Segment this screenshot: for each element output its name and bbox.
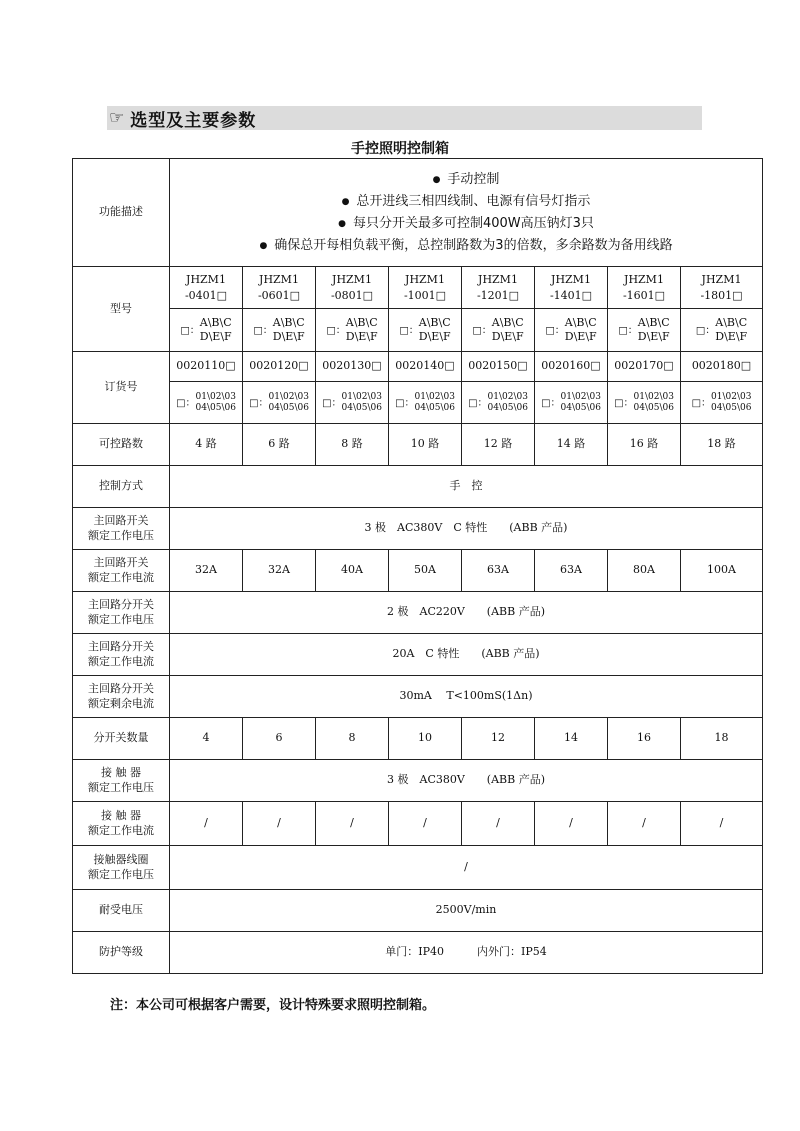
function-list [170, 159, 763, 267]
circuits-cell: 8 路 [316, 424, 389, 466]
model-cell: JHZM1 -1201□ [462, 267, 535, 309]
branch-count-cell: 16 [608, 718, 681, 760]
row-model [73, 267, 763, 309]
row-function [73, 159, 763, 267]
contactor-current-cell: / [316, 802, 389, 846]
row-order-options [73, 382, 763, 424]
bullet-icon: ● [432, 174, 441, 185]
model-cell: JHZM1 -1401□ [535, 267, 608, 309]
contactor-current-cell: / [681, 802, 763, 846]
contactor-voltage-value: 3 极 AC380V (ABB 产品) [170, 760, 763, 802]
branch-count-cell: 14 [535, 718, 608, 760]
circuits-cell: 12 路 [462, 424, 535, 466]
row-main-voltage [73, 508, 763, 550]
order-option-cell: □： 01\02\03 04\05\06 [608, 382, 681, 424]
contactor-current-cell: / [389, 802, 462, 846]
branch-voltage-value: 2 极 AC220V (ABB 产品) [170, 592, 763, 634]
row-branch-current [73, 634, 763, 676]
row-contactor-voltage [73, 760, 763, 802]
control-mode-value: 手 控 [170, 466, 763, 508]
model-option-cell: □： A\B\C D\E\F [608, 309, 681, 352]
label-coil-voltage: 接触器线圈 额定工作电压 [73, 846, 170, 890]
row-order [73, 352, 763, 382]
label-protection: 防护等级 [73, 932, 170, 974]
branch-count-cell: 12 [462, 718, 535, 760]
label-main-voltage: 主回路开关 额定工作电压 [73, 508, 170, 550]
contactor-current-cell: / [462, 802, 535, 846]
residual-current-value: 30mA T<100mS(1Δn) [170, 676, 763, 718]
main-current-cell: 40A [316, 550, 389, 592]
model-cell: JHZM1 -0801□ [316, 267, 389, 309]
order-option-cell: □： 01\02\03 04\05\06 [316, 382, 389, 424]
withstand-voltage-value: 2500V/min [170, 890, 763, 932]
row-contactor-current [73, 802, 763, 846]
order-option-cell: □： 01\02\03 04\05\06 [535, 382, 608, 424]
row-model-options [73, 309, 763, 352]
circuits-cell: 4 路 [170, 424, 243, 466]
model-option-cell: □： A\B\C D\E\F [170, 309, 243, 352]
main-current-cell: 32A [243, 550, 316, 592]
row-control-mode [73, 466, 763, 508]
order-cell: 0020110□ [170, 352, 243, 382]
row-coil-voltage [73, 846, 763, 890]
label-contactor-current: 接 触 器 额定工作电流 [73, 802, 170, 846]
function-item: ● 总开进线三相四线制、电源有信号灯指示 [341, 193, 591, 209]
order-option-cell: □： 01\02\03 04\05\06 [462, 382, 535, 424]
circuits-cell: 16 路 [608, 424, 681, 466]
section-title: 选型及主要参数 [130, 110, 257, 131]
bullet-icon: ● [341, 196, 350, 207]
model-cell: JHZM1 -1601□ [608, 267, 681, 309]
branch-count-cell: 10 [389, 718, 462, 760]
branch-current-value: 20A C 特性 (ABB 产品) [170, 634, 763, 676]
model-cell: JHZM1 -0601□ [243, 267, 316, 309]
label-contactor-voltage: 接 触 器 额定工作电压 [73, 760, 170, 802]
model-cell: JHZM1 -1001□ [389, 267, 462, 309]
main-current-cell: 80A [608, 550, 681, 592]
order-cell: 0020130□ [316, 352, 389, 382]
label-model: 型号 [73, 267, 170, 352]
pointing-hand-icon: ☞ [109, 107, 125, 128]
order-cell: 0020140□ [389, 352, 462, 382]
main-current-cell: 63A [462, 550, 535, 592]
order-option-cell: □： 01\02\03 04\05\06 [389, 382, 462, 424]
main-current-cell: 32A [170, 550, 243, 592]
order-cell: 0020160□ [535, 352, 608, 382]
circuits-cell: 14 路 [535, 424, 608, 466]
model-option-cell: □： A\B\C D\E\F [681, 309, 763, 352]
order-cell: 0020170□ [608, 352, 681, 382]
branch-count-cell: 8 [316, 718, 389, 760]
label-withstand-voltage: 耐受电压 [73, 890, 170, 932]
function-item: ● 每只分开关最多可控制400W高压钠灯3只 [338, 215, 594, 231]
circuits-cell: 6 路 [243, 424, 316, 466]
main-current-cell: 63A [535, 550, 608, 592]
main-current-cell: 50A [389, 550, 462, 592]
protection-value: 单门：IP40 内外门：IP54 [170, 932, 763, 974]
model-cell: JHZM1 -1801□ [681, 267, 763, 309]
contactor-current-cell: / [170, 802, 243, 846]
circuits-cell: 18 路 [681, 424, 763, 466]
table-title: 手控照明控制箱 [351, 141, 449, 157]
label-function: 功能描述 [73, 159, 170, 267]
label-order: 订货号 [73, 352, 170, 424]
label-control-mode: 控制方式 [73, 466, 170, 508]
label-main-current: 主回路开关 额定工作电流 [73, 550, 170, 592]
contactor-current-cell: / [535, 802, 608, 846]
order-option-cell: □： 01\02\03 04\05\06 [170, 382, 243, 424]
model-option-cell: □： A\B\C D\E\F [535, 309, 608, 352]
row-withstand-voltage [73, 890, 763, 932]
label-branch-count: 分开关数量 [73, 718, 170, 760]
row-circuits [73, 424, 763, 466]
branch-count-cell: 4 [170, 718, 243, 760]
row-main-current [73, 550, 763, 592]
order-cell: 0020120□ [243, 352, 316, 382]
contactor-current-cell: / [608, 802, 681, 846]
label-residual-current: 主回路分开关 额定剩余电流 [73, 676, 170, 718]
row-branch-voltage [73, 592, 763, 634]
label-branch-current: 主回路分开关 额定工作电流 [73, 634, 170, 676]
section-header [107, 106, 702, 130]
main-voltage-value: 3 极 AC380V C 特性 (ABB 产品) [170, 508, 763, 550]
branch-count-cell: 6 [243, 718, 316, 760]
circuits-cell: 10 路 [389, 424, 462, 466]
function-item: ● 手动控制 [432, 171, 500, 187]
model-option-cell: □： A\B\C D\E\F [316, 309, 389, 352]
contactor-current-cell: / [243, 802, 316, 846]
model-option-cell: □： A\B\C D\E\F [389, 309, 462, 352]
branch-count-cell: 18 [681, 718, 763, 760]
spec-table [72, 158, 763, 974]
coil-voltage-value: / [170, 846, 763, 890]
model-option-cell: □： A\B\C D\E\F [462, 309, 535, 352]
function-item: ● 确保总开每相负载平衡，总控制路数为3的倍数，多余路数为备用线路 [259, 237, 673, 253]
label-branch-voltage: 主回路分开关 额定工作电压 [73, 592, 170, 634]
order-option-cell: □： 01\02\03 04\05\06 [681, 382, 763, 424]
footnote: 注：本公司可根据客户需要，设计特殊要求照明控制箱。 [110, 998, 436, 1013]
model-option-cell: □： A\B\C D\E\F [243, 309, 316, 352]
label-circuits: 可控路数 [73, 424, 170, 466]
order-cell: 0020180□ [681, 352, 763, 382]
row-branch-count [73, 718, 763, 760]
model-cell: JHZM1 -0401□ [170, 267, 243, 309]
main-current-cell: 100A [681, 550, 763, 592]
order-option-cell: □： 01\02\03 04\05\06 [243, 382, 316, 424]
row-residual-current [73, 676, 763, 718]
bullet-icon: ● [259, 240, 268, 251]
row-protection [73, 932, 763, 974]
bullet-icon: ● [338, 218, 346, 229]
order-cell: 0020150□ [462, 352, 535, 382]
